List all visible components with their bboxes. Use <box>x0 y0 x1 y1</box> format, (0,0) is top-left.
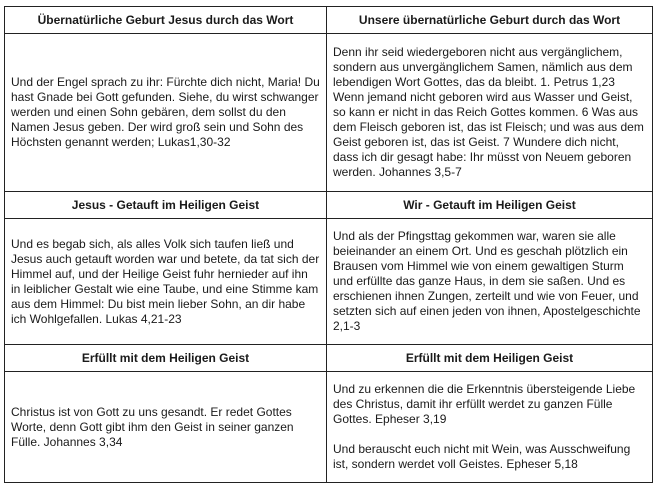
paragraph: Denn ihr seid wiedergeboren nicht aus vergänglichem, sondern aus unvergänglichem Samen, nämlich aus dem lebendigen Wort Gottes, das da bleibt. 1. Petrus 1,23 Wenn jemand nicht geboren wird aus Wasser und Geist, so kann er nicht in das Reich Gottes kommen. 6 Was aus dem Fleisch geboren ist, das ist Fleisch; und was aus dem Geist geboren ist, das ist Geist. 7 Wundere dich nicht, dass ich dir gesagt habe: Ihr müsst von Neuem geboren werden. Johannes 3,5-7 <box>333 45 644 179</box>
comparison-table <box>4 6 653 483</box>
body-cell-left <box>5 34 327 192</box>
paragraph: Und der Engel sprach zu ihr: Fürchte dich nicht, Maria! Du hast Gnade bei Gott gefunden. Siehe, du wirst schwanger werden und einen Sohn gebären, dem sollst du den Namen Jesus geben. Der wird groß sein und Sohn des Höchsten genannt werden; Lukas1,30-32 <box>11 75 320 149</box>
table-header-row <box>5 345 653 372</box>
table-row <box>5 372 653 483</box>
paragraph: Und als der Pfingsttag gekommen war, waren sie alle beieinander an einem Ort. Und es geschah plötzlich ein Brausen vom Himmel wie von einem gewaltigen Sturm und erfüllte das ganze Haus, in dem sie saßen. Und es erschienen ihnen Zungen, zerteilt und wie von Feuer, und setzten sich auf einen jeden von ihnen, Apostelgeschichte 2,1-3 <box>333 229 641 333</box>
paragraph: Und berauscht euch nicht mit Wein, was Ausschweifung ist, sondern werdet voll Geistes. Epheser 5,18 <box>333 442 631 471</box>
header-cell-right: Erfüllt mit dem Heiligen Geist <box>327 345 653 372</box>
header-cell-left: Jesus - Getauft im Heiligen Geist <box>5 192 327 219</box>
body-cell-right <box>327 34 653 192</box>
header-cell-right: Unsere übernatürliche Geburt durch das Wort <box>327 7 653 34</box>
table-header-row <box>5 7 653 34</box>
body-cell-right <box>327 219 653 345</box>
header-cell-right: Wir - Getauft im Heiligen Geist <box>327 192 653 219</box>
header-cell-left: Übernatürliche Geburt Jesus durch das Wort <box>5 7 327 34</box>
body-cell-left <box>5 372 327 483</box>
header-cell-left: Erfüllt mit dem Heiligen Geist <box>5 345 327 372</box>
body-cell-left <box>5 219 327 345</box>
table-header-row <box>5 192 653 219</box>
table-row <box>5 219 653 345</box>
paragraph: Christus ist von Gott zu uns gesandt. Er redet Gottes Worte, denn Gott gibt ihm den Geist in seiner ganzen Fülle. Johannes 3,34 <box>11 404 294 449</box>
paragraph: Und es begab sich, als alles Volk sich taufen ließ und Jesus auch getauft worden war und betete, da tat sich der Himmel auf, und der Heilige Geist fuhr hernieder auf ihn in leiblicher Gestalt wie eine Taube, und eine Stimme kam aus dem Himmel: Du bist mein lieber Sohn, an dir habe ich Wohlgefallen. Lukas 4,21-23 <box>11 236 320 326</box>
body-cell-right <box>327 372 653 483</box>
paragraph: Und zu erkennen die die Erkenntnis übersteigende Liebe des Christus, damit ihr erfüllt werdet zu ganzen Fülle Gottes. Epheser 3,19 <box>333 382 636 426</box>
table-row <box>5 34 653 192</box>
